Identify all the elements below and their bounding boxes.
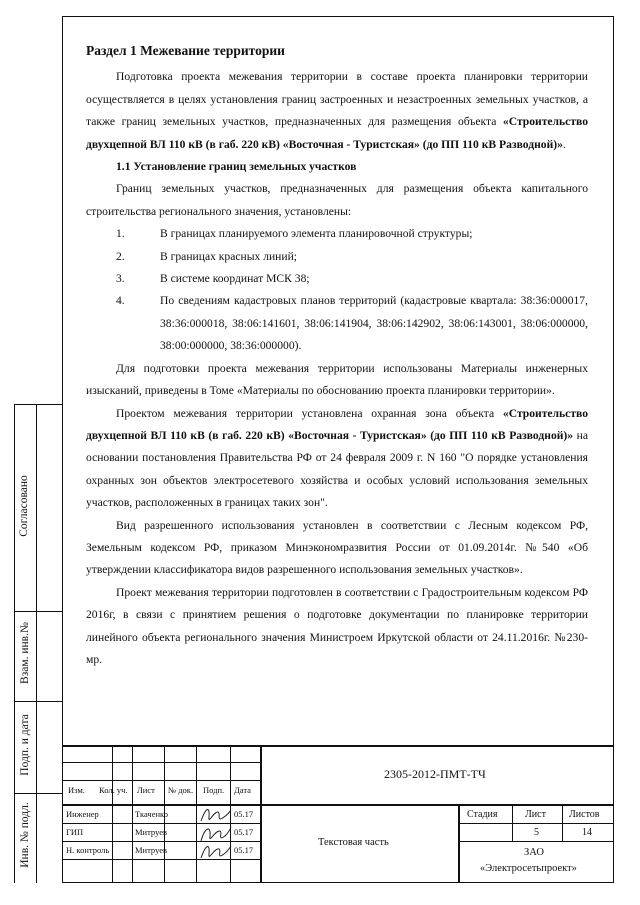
header-list: Лист — [137, 785, 155, 795]
header-izm: Изм. — [68, 785, 85, 795]
name-gip: Митруев — [135, 827, 167, 837]
date-gip: 05.17 — [234, 827, 254, 837]
header-date: Дата — [234, 785, 251, 795]
paragraph-4: Проектом межевания территории установлена охранная зона объекта «Строительство двухцепной ВЛ 110 кВ (в габ. 220 кВ) «Восточная - Туристская» (до ПП 110 кВ Разводной)» на основании постановления Правительства РФ от 24 февраля 2009 г. N 160 "О порядке установления охранных зон объектов электросетевого хозяйства и особых условий использования земельных участков, расположенных в границах таких зон". — [86, 406, 589, 510]
list-item: 4. По сведениям кадастровых планов территорий (кадастровые квартала: 38:36:000017, 38:36:000018, 38:06:141601, 38:06:141904, 38:06:142902, 38:06:143001, 38:06:000000, 38:00:000000, 38:36:000000). — [116, 294, 588, 353]
document-body — [86, 40, 588, 671]
side-label-podp: Подп. и дата — [19, 714, 31, 776]
document-code: 2305-2012-ПМТ-ТЧ — [384, 767, 486, 781]
sheets-label: Листов — [569, 809, 600, 820]
side-label-agreed: Согласовано — [18, 475, 30, 537]
header-kol: Кол. уч. — [99, 785, 128, 795]
paragraph-6: Проект межевания территории подготовлен в соответствии с Градостроительным кодексом РФ 2016г, в связи с принятием решения о подготовке документации по планировке территории линейного объекта регионального значения Министроем Иркутской области от 24.11.2016г. №230-мр. — [86, 585, 588, 666]
date-ncontrol: 05.17 — [234, 845, 254, 855]
subsection-title: 1.1 Установление границ земельных участков — [116, 160, 357, 174]
sheet-number: 5 — [534, 827, 539, 838]
paragraph-1: Подготовка проекта межевания территории в составе проекта планировки территории осуществляется в целях установления границ застроенных и незастроенных земельных участков, а также границ земельных участков, предназначенных для размещения объекта «Строительство двухцепной ВЛ 110 кВ (в габ. 220 кВ) «Восточная - Туристская» (до ПП 110 кВ Разводной)». — [86, 70, 588, 151]
name-engineer: Ткаченко — [135, 809, 168, 819]
name-ncontrol: Митруев — [135, 845, 167, 855]
doc-name: Текстовая часть — [318, 837, 389, 848]
side-label-vzam: Взам. инв.№ — [19, 622, 31, 684]
side-label-inv: Инв. № подл. — [19, 802, 31, 868]
org-line1: ЗАО — [524, 847, 544, 858]
date-engineer: 05.17 — [234, 809, 254, 819]
paragraph-5: Вид разрешенного использования установлен в соответствии с Лесным кодексом РФ, Земельным кодексом РФ, приказом Минэкономразвития России от 01.09.2014г. №540 «Об утверждении классификатора видов разрешенного использования земельных участков». — [86, 518, 588, 577]
sheet-label: Лист — [525, 809, 546, 820]
title-block — [62, 745, 614, 883]
header-ndok: № док. — [168, 785, 194, 795]
header-podp: Подп. — [203, 785, 225, 795]
stage-label: Стадия — [467, 809, 498, 820]
org-line2: «Электросетьпроект» — [480, 863, 577, 874]
role-gip: ГИП — [66, 827, 84, 837]
paragraph-2: Границ земельных участков, предназначенных для размещения объекта капитального строительства регионального значения, установлены: — [86, 182, 588, 218]
list-item: 1. В границах планируемого элемента планировочной структуры; — [116, 227, 473, 241]
signature-ncontrol — [198, 839, 232, 865]
list-item: 2. В границах красных линий; — [116, 249, 298, 263]
sheets-total: 14 — [582, 827, 592, 838]
role-engineer: Инженер — [66, 809, 99, 819]
section-title: Раздел 1 Межевание территории — [86, 43, 285, 58]
role-ncontrol: Н. контроль — [66, 845, 110, 855]
paragraph-3: Для подготовки проекта межевания территории использованы Материалы инженерных изысканий, приведены в Томе «Материалы по обоснованию проекта планировки территории». — [86, 361, 588, 398]
list-item: 3. В системе координат МСК 38; — [116, 272, 310, 286]
side-strip — [14, 404, 62, 883]
